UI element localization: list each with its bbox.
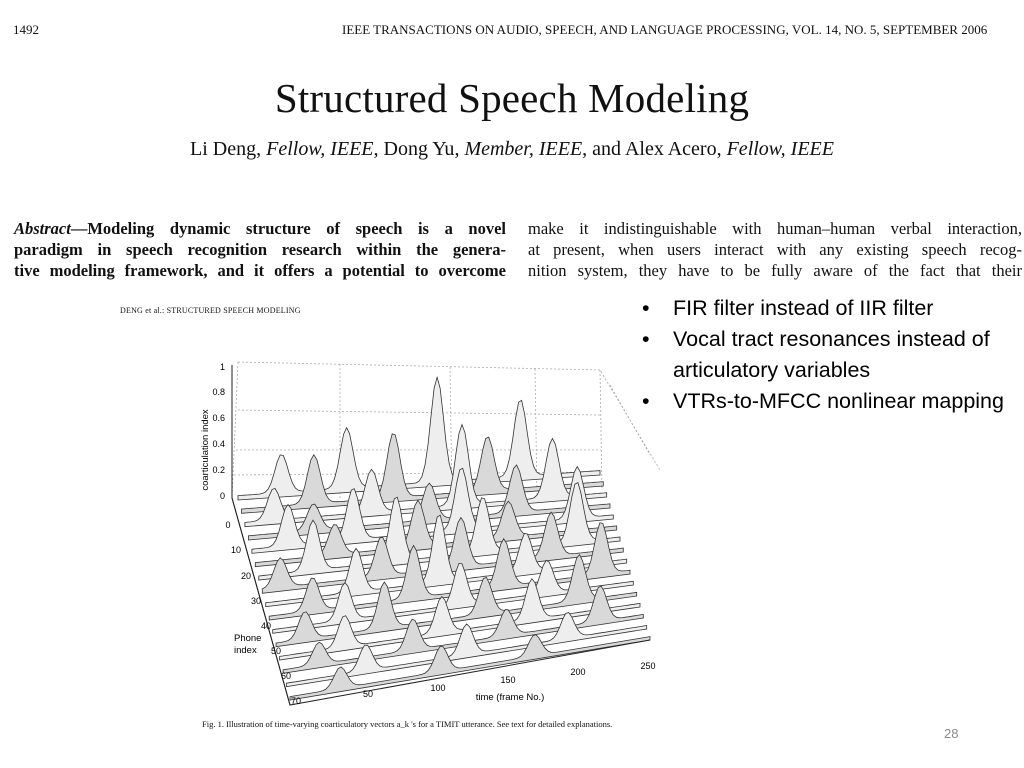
- author-role: Fellow, IEEE: [266, 138, 374, 160]
- bullet-list: [642, 293, 1022, 417]
- body-line: nition system, they have to be fully aware of the fact that their: [528, 261, 1022, 280]
- bullet-item: • Vocal tract resonances instead of articulatory variables: [642, 324, 1022, 386]
- abstract-label: Abstract: [14, 219, 71, 238]
- x-tick-label: 100: [430, 683, 446, 693]
- x-tick-label: 50: [362, 689, 374, 699]
- bullet-item: • FIR filter instead of IIR filter: [642, 293, 1022, 324]
- bullet-item: • VTRs-to-MFCC nonlinear mapping: [642, 386, 1022, 417]
- y-axis-label-line1: Phone: [234, 633, 262, 644]
- abstract-line: Abstract—Modeling dynamic structure of speech is a novel: [14, 219, 506, 238]
- journal-header: IEEE TRANSACTIONS ON AUDIO, SPEECH, AND LANGUAGE PROCESSING, VOL. 14, NO. 5, SEPTEMBER 2006: [342, 22, 988, 37]
- author-name: Dong Yu: [383, 138, 455, 160]
- y-axis-label-line2: index: [234, 645, 257, 656]
- slide-number: 28: [944, 726, 959, 741]
- figure-caption: Fig. 1. Illustration of time-varying coarticulatory vectors a_k 's for a TIMIT utterance. See text for detailed explanations.: [202, 719, 613, 729]
- z-axis-label: coarticulation index: [200, 409, 211, 491]
- x-tick-label: 250: [640, 661, 656, 671]
- author-role: Fellow, IEEE: [726, 138, 834, 160]
- y-tick-label: 0: [225, 520, 231, 530]
- z-tick-label: 0.6: [212, 413, 225, 423]
- paper-title: Structured Speech Modeling: [274, 75, 750, 121]
- y-tick-label: 30: [250, 596, 262, 606]
- x-tick-label: 150: [500, 675, 516, 685]
- coarticulation-3d-plot: [190, 350, 670, 715]
- z-tick-label: 0.2: [212, 465, 225, 475]
- y-tick-label: 20: [240, 571, 252, 581]
- y-tick-label: 40: [260, 621, 272, 631]
- x-tick-label: 200: [570, 667, 586, 677]
- body-line: make it indistinguishable with human–human verbal interaction,: [528, 219, 1022, 238]
- body-line: at present, when users interact with any existing speech recog-: [528, 240, 1022, 259]
- body-text-block: [528, 212, 1022, 280]
- author-name: Alex Acero: [624, 138, 717, 160]
- author-role: Member, IEEE: [464, 138, 583, 160]
- z-tick-label: 0.4: [212, 439, 225, 449]
- abstract-line: paradigm in speech recognition research within the genera-: [14, 240, 506, 259]
- y-tick-label: 50: [270, 646, 282, 656]
- y-tick-label: 10: [230, 545, 242, 555]
- z-tick-label: 0.8: [212, 387, 225, 397]
- paper-page-number: 1492: [13, 22, 39, 37]
- figure-running-head: DENG et al.: STRUCTURED SPEECH MODELING: [120, 306, 301, 315]
- y-tick-label: 60: [280, 671, 292, 681]
- z-tick-label: 1: [219, 362, 225, 372]
- x-axis-label: time (frame No.): [475, 692, 545, 703]
- y-tick-label: 70: [290, 696, 302, 706]
- z-tick-label: 0: [219, 491, 225, 501]
- abstract-block: [14, 212, 506, 280]
- abstract-line: tive modeling framework, and it offers a potential to overcome: [14, 261, 506, 280]
- author-line: Li Deng, Fellow, IEEE, Dong Yu, Member, IEEE, and Alex Acero, Fellow, IEEE: [190, 138, 834, 160]
- author-name: Li Deng: [190, 138, 257, 160]
